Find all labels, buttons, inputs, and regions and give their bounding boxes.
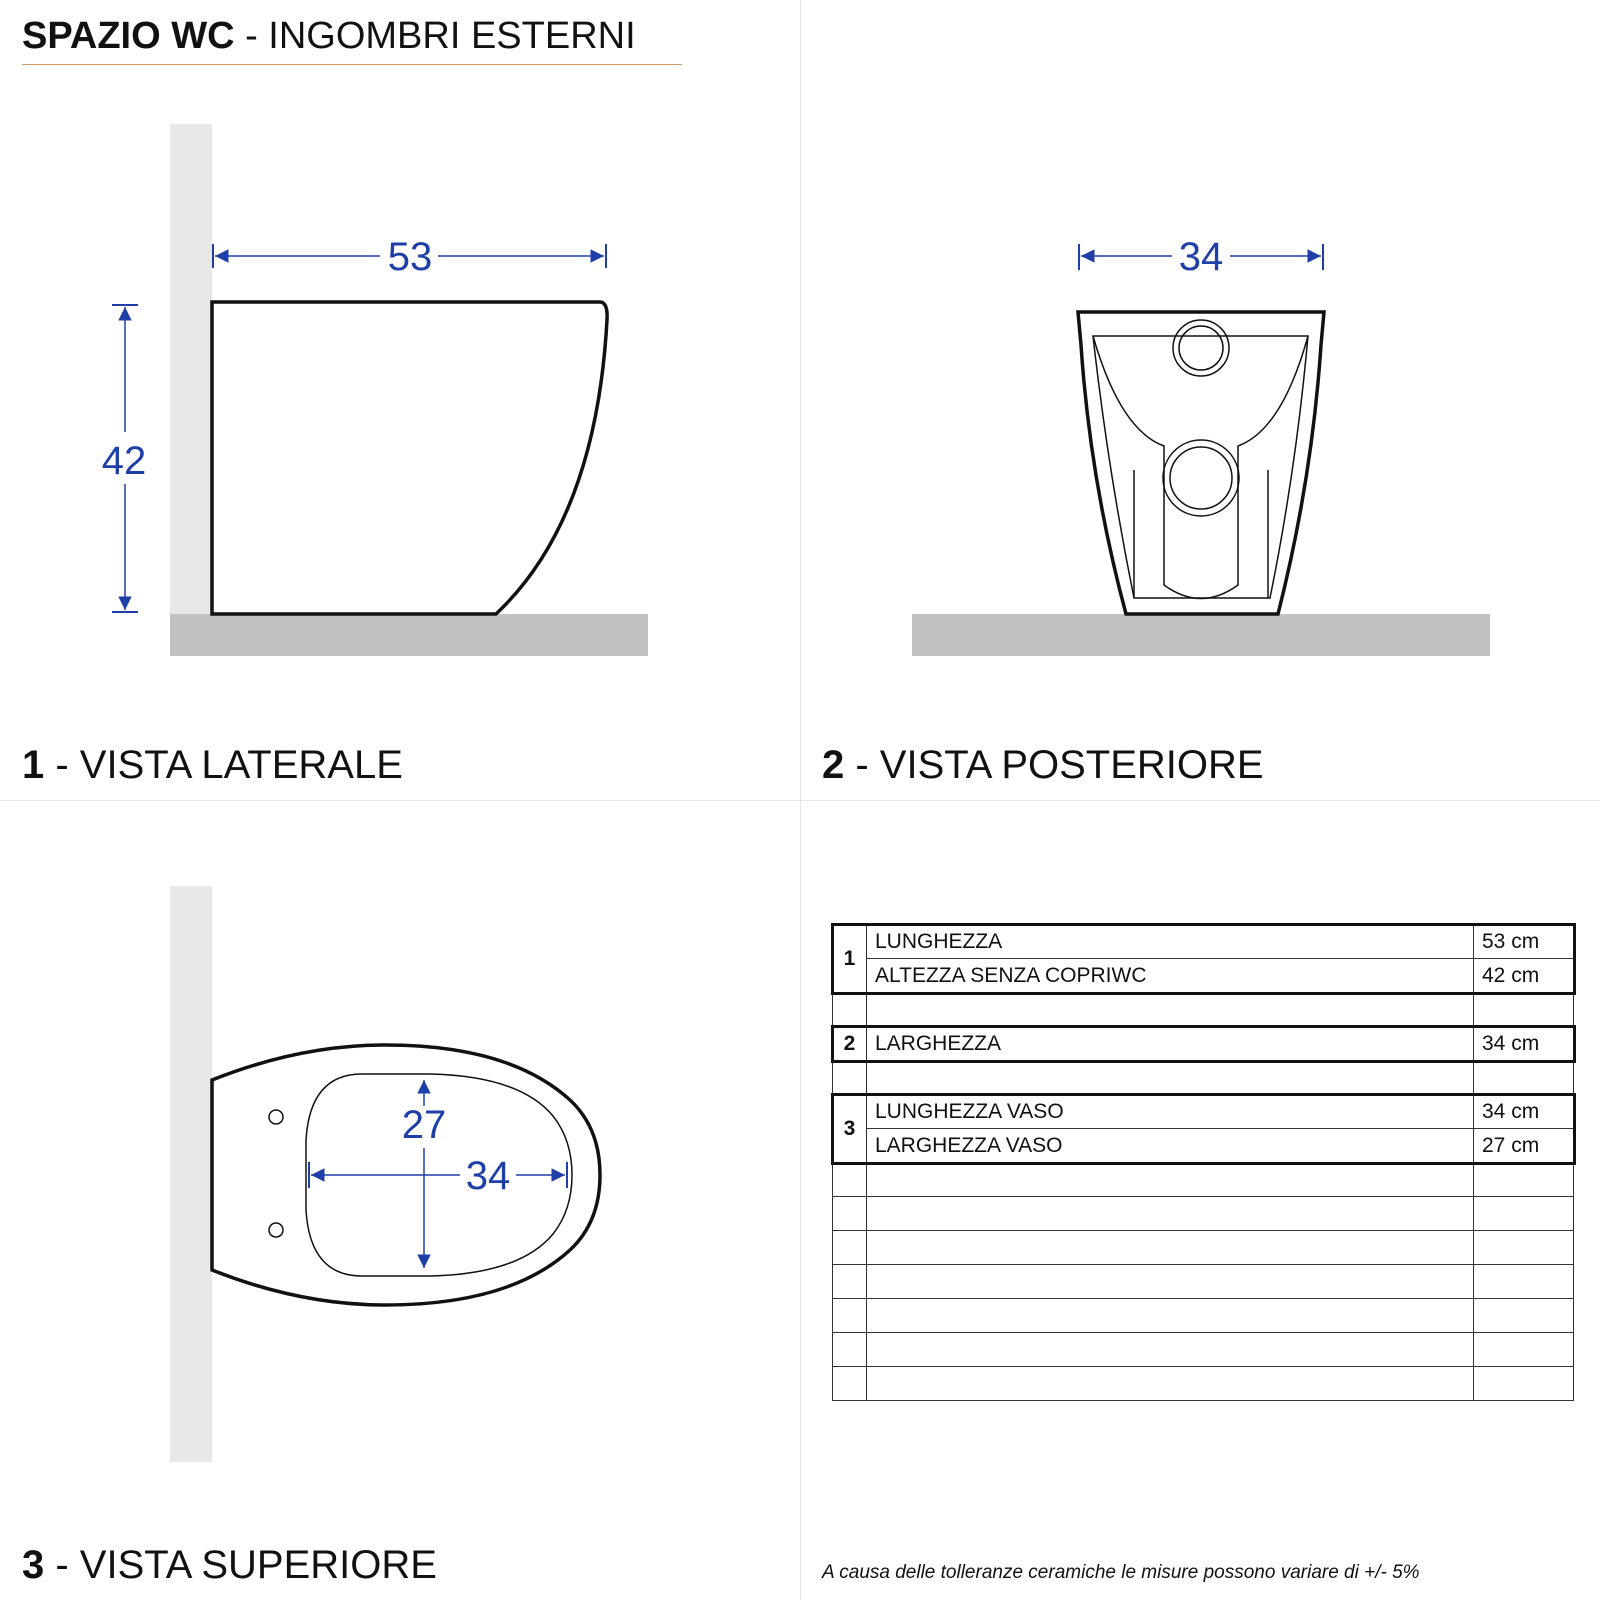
side-toilet-outline [212,302,607,614]
rear-view-drawing [912,235,1490,656]
dim-side-length: 53 [387,235,433,279]
top-fixing-hole-1 [269,1110,283,1124]
row-label: LARGHEZZA [867,1027,1474,1061]
view-label-top [22,1540,437,1590]
row-label: LARGHEZZA VASO [867,1129,1474,1163]
table-group-2 [833,1027,1574,1061]
view-number: 2 [822,743,845,787]
view-number: 3 [22,1543,45,1587]
rear-floor [912,614,1490,656]
rear-toilet-outline [1078,312,1324,614]
empty-row [833,1163,1574,1197]
dim-top-width: 27 [401,1103,447,1147]
table-spacer [833,1061,1574,1095]
side-wall [170,124,212,614]
row-value: 42 cm [1474,959,1574,993]
table-row [833,1129,1574,1163]
view-title: - VISTA LATERALE [44,743,403,787]
top-view-drawing [170,886,600,1462]
side-view-drawing [102,124,648,656]
view-title: - VISTA SUPERIORE [44,1543,437,1587]
empty-row [833,1265,1574,1299]
rear-upper-hole [1173,320,1229,376]
view-title: - VISTA POSTERIORE [844,743,1264,787]
rear-drain-hole [1163,440,1239,516]
empty-row [833,1061,1574,1095]
view-label-rear [822,740,1264,790]
row-value: 34 cm [1474,1027,1574,1061]
top-wall [170,886,212,1462]
view-number: 1 [22,743,45,787]
table-row [833,1027,1574,1061]
dim-rear-width: 34 [1178,235,1224,279]
empty-row [833,1299,1574,1333]
empty-row [833,1197,1574,1231]
group-number: 1 [833,925,867,993]
table-group-3 [833,1095,1574,1163]
page-title-rest: - INGOMBRI ESTERNI [234,15,636,57]
row-value: 53 cm [1474,925,1574,959]
page-title-bold: SPAZIO WC [22,15,235,57]
row-label: LUNGHEZZA VASO [867,1095,1474,1129]
table-row [833,959,1574,993]
top-fixing-hole-2 [269,1223,283,1237]
tolerance-footnote: A causa delle tolleranze ceramiche le misure possono variare di +/- 5% [822,1562,1420,1583]
row-value: 34 cm [1474,1095,1574,1129]
table-group-1 [833,925,1574,993]
table-row [833,1095,1574,1129]
group-number: 2 [833,1027,867,1061]
dim-top-length: 34 [465,1154,511,1198]
group-number: 3 [833,1095,867,1163]
dimensions-table [832,924,1574,1401]
table-empty-rows [833,1163,1574,1401]
view-label-side [22,740,403,790]
empty-row [833,1367,1574,1401]
table-spacer [833,993,1574,1027]
row-value: 27 cm [1474,1129,1574,1163]
empty-row [833,1333,1574,1367]
row-label: LUNGHEZZA [867,925,1474,959]
empty-row [833,993,1574,1027]
empty-row [833,1231,1574,1265]
row-label: ALTEZZA SENZA COPRIWC [867,959,1474,993]
side-floor [170,614,648,656]
table-row [833,925,1574,959]
dim-side-height: 42 [101,439,147,483]
